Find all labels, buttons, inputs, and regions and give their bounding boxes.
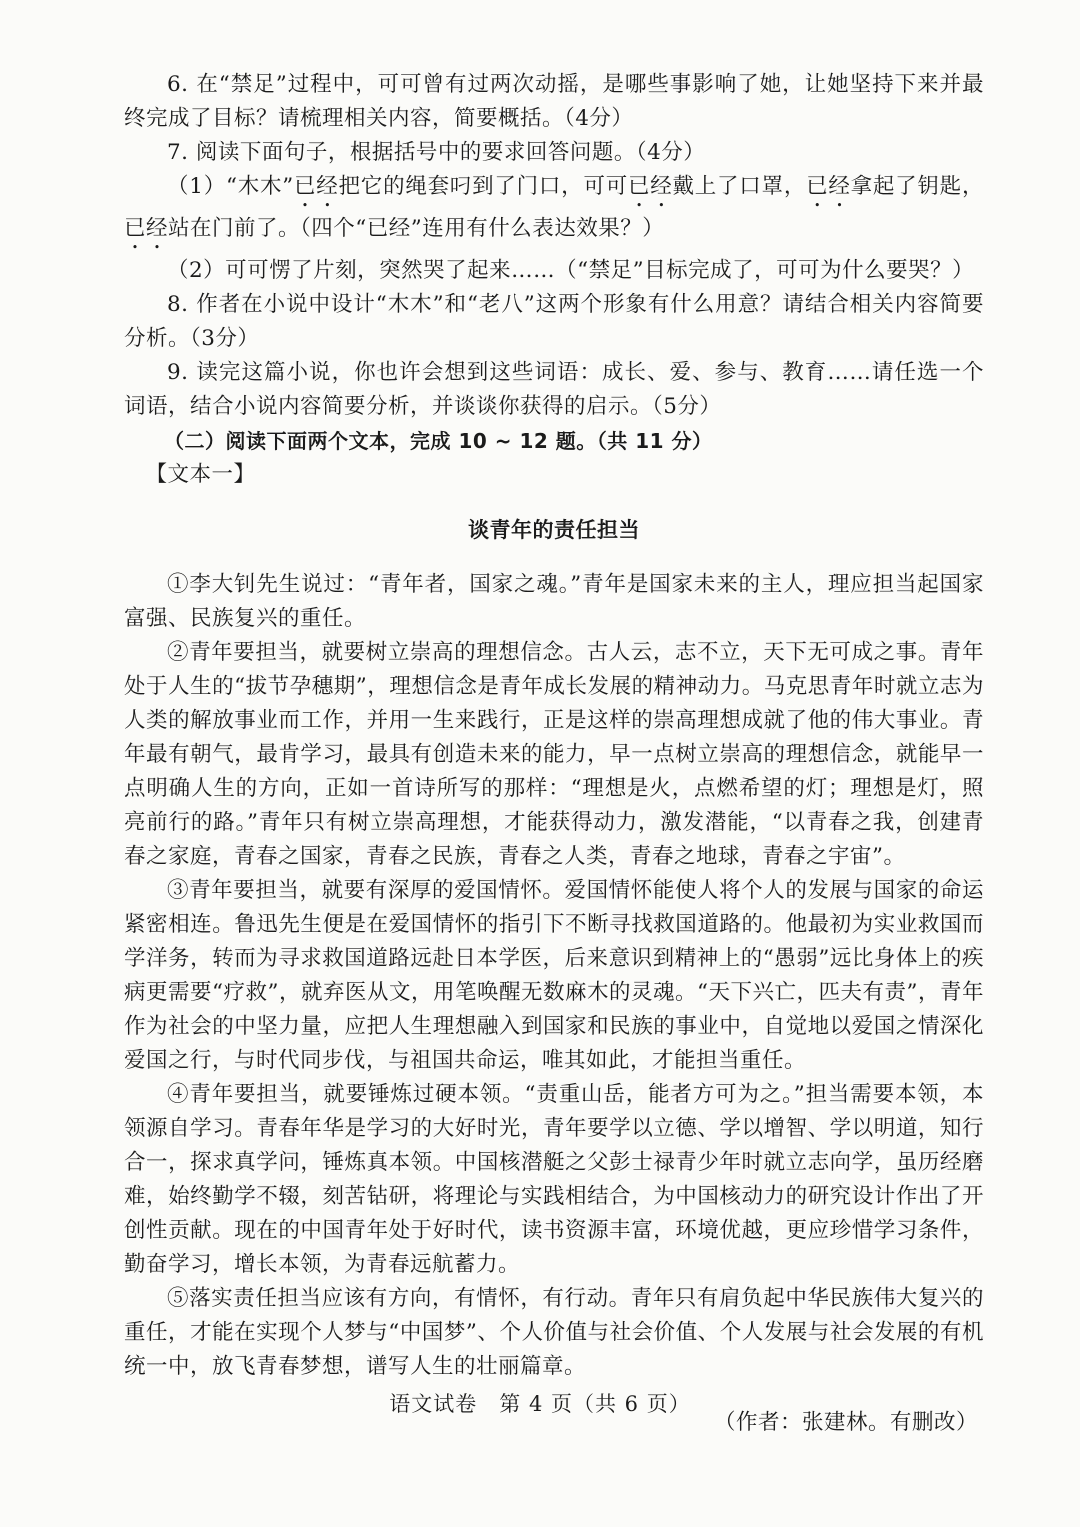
- section-2-heading: （二）阅读下面两个文本，完成 10 ~ 12 题。（共 11 分）: [164, 429, 713, 453]
- article-paragraph-2: ②青年要担当，就要树立崇高的理想信念。古人云，志不立，天下无可成之事。青年处于人生的“拔节孕穗期”，理想信念是青年成长发展的精神动力。马克思青年时就立志为人类的解放事业而工作，并用一生来践行，正是这样的崇高理想成就了他的伟大事业。青年最有朝气，最肯学习，最具有创造未来的能力，早一点树立崇高的理想信念，就能早一点明确人生的方向，正如一首诗所写的那样：“理想是火，点燃希望的灯；理想是灯，照亮前行的路。”青年只有树立崇高理想，才能获得动力，激发潜能，“以青春之我，创建青春之家庭，青春之国家，青春之民族，青春之人类，青春之地球，青春之宇宙”。: [124, 640, 984, 869]
- article-paragraph-5: ⑤落实责任担当应该有方向，有情怀，有行动。青年只有肩负起中华民族伟大复兴的重任，才能在实现个人梦与“中国梦”、个人价值与社会价值、个人发展与社会发展的有机统一中，放飞青春梦想，谱写人生的壮丽篇章。: [124, 1286, 984, 1379]
- question-8: 8. 作者在小说中设计“木木”和“老八”这两个形象有什么用意？请结合相关内容简要分析。（3分）: [124, 292, 984, 351]
- article-paragraph-4: ④青年要担当，就要锤炼过硬本领。“责重山岳，能者方可为之。”担当需要本领，本领源自学习。青春年华是学习的大好时光，青年要学以立德、学以增智、学以明道，知行合一，探求真学问，锤炼真本领。中国核潜艇之父彭士禄青少年时就立志向学，虽历经磨难，始终勤学不辍，刻苦钻研，将理论与实践相结合，为中国核动力的研究设计作出了开创性贡献。现在的中国青年处于好时代，读书资源丰富，环境优越，更应珍惜学习条件，勤奋学习，增长本领，为青春远航蓄力。: [124, 1082, 984, 1277]
- article-paragraph-3: ③青年要担当，就要有深厚的爱国情怀。爱国情怀能使人将个人的发展与国家的命运紧密相连。鲁迅先生便是在爱国情怀的指引下不断寻找救国道路的。他最初为实业救国而学洋务，转而为寻求救国道路远赴日本学医，后来意识到精神上的“愚弱”远比身体上的疾病更需要“疗救”，就弃医从文，用笔唤醒无数麻木的灵魂。“天下兴亡，匹夫有责”，青年作为社会的中坚力量，应把人生理想融入到国家和民族的事业中，自觉地以爱国之情深化爱国之行，与时代同步伐，与祖国共命运，唯其如此，才能担当重任。: [124, 878, 984, 1073]
- question-7: 7. 阅读下面句子，根据括号中的要求回答问题。（4分）: [167, 140, 706, 165]
- questions-block: [124, 68, 984, 1461]
- article-source: （作者：张建林。有删改）: [713, 1409, 978, 1435]
- question-7-1: （1）“木木”已经把它的绳套叼到了门口，可可已经戴上了口罩，已经拿起了钥匙，已经站在门前了。（四个“已经”连用有什么表达效果？）: [124, 174, 984, 241]
- article-paragraph-1: ①李大钊先生说过：“青年者，国家之魂。”青年是国家未来的主人，理应担当起国家富强、民族复兴的重任。: [124, 572, 984, 631]
- article-title: 谈青年的责任担当: [468, 518, 640, 542]
- page-footer: 语文试卷 第 4 页（共 6 页）: [389, 1392, 691, 1416]
- question-6: 6. 在“禁足”过程中，可可曾有过两次动摇，是哪些事影响了她，让她坚持下来并最终完成了目标？请梳理相关内容，简要概括。（4分）: [124, 72, 984, 131]
- question-7-2: （2）可可愣了片刻，突然哭了起来……（“禁足”目标完成了，可可为什么要哭？）: [167, 258, 975, 283]
- question-9: 9. 读完这篇小说，你也许会想到这些词语：成长、爱、参与、教育……请任选一个词语，结合小说内容简要分析，并谈谈你获得的启示。（5分）: [124, 360, 984, 419]
- text-one-label: 【文本一】: [145, 462, 256, 487]
